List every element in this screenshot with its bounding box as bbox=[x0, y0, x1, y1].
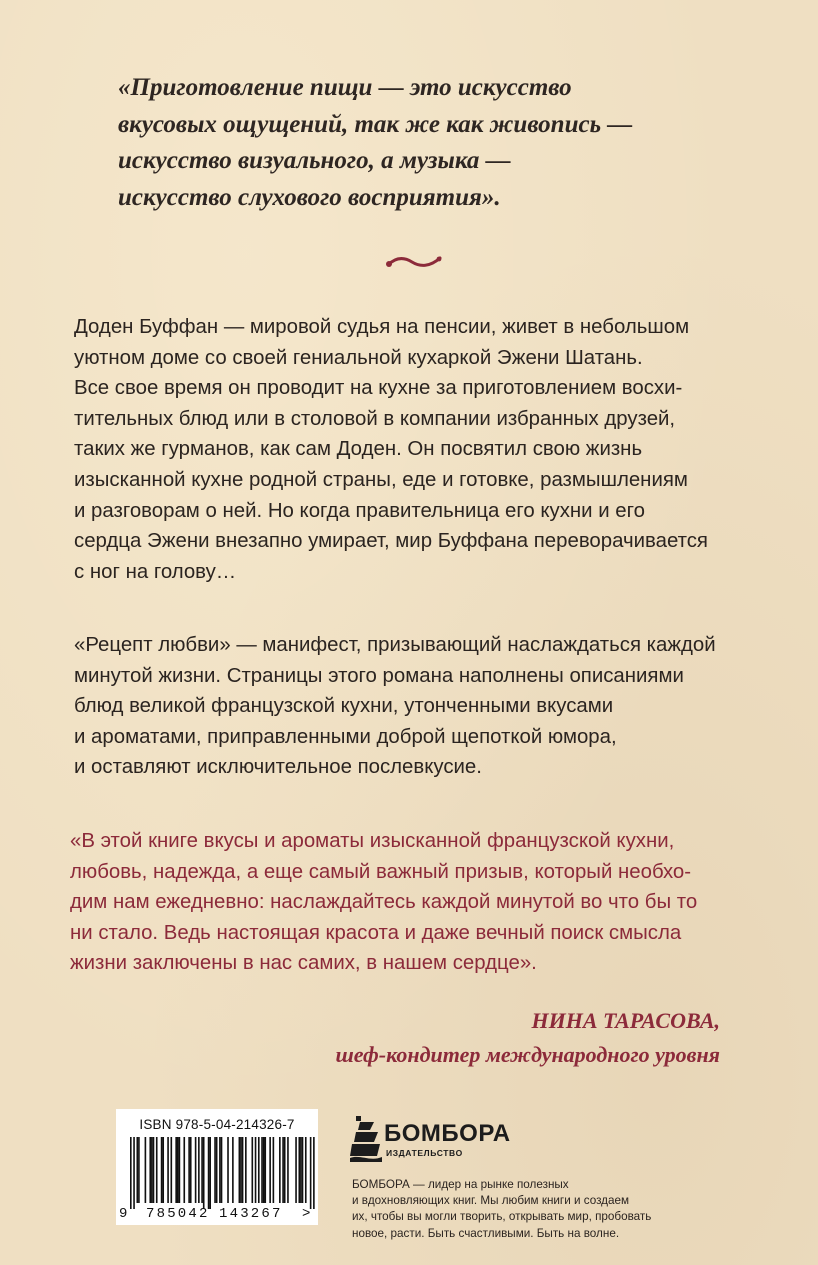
barcode-bar bbox=[188, 1137, 190, 1203]
publisher-line: их, чтобы вы могли творить, открывать мир, пробовать bbox=[352, 1210, 652, 1224]
barcode-bar bbox=[282, 1137, 284, 1203]
barcode-bar bbox=[269, 1137, 271, 1203]
text-line: блюд великой французской кухни, утонченными вкусами bbox=[74, 695, 614, 718]
text-line: таких же гурманов, как сам Доден. Он посвятил свою жизнь bbox=[74, 438, 643, 461]
barcode-first-digit: 9 bbox=[119, 1206, 128, 1222]
text-line: тительных блюд или в столовой в компании избранных друзей, bbox=[74, 407, 676, 430]
quote-line: «В этой книге вкусы и ароматы изысканной французской кухни, bbox=[70, 830, 675, 852]
publisher-name: БОМБОРА bbox=[384, 1120, 511, 1147]
epigraph-line: искусство визуального, а музыка — bbox=[118, 147, 511, 174]
barcode-bar bbox=[216, 1137, 218, 1203]
barcode-bar bbox=[167, 1137, 169, 1203]
review-quote bbox=[70, 826, 750, 979]
publisher-description bbox=[352, 1177, 692, 1242]
barcode-bar bbox=[179, 1137, 181, 1203]
quote-line: жизни заключены в нас самих, в нашем сердце». bbox=[70, 952, 537, 975]
text-line: сердца Эжени внезапно умирает, мир Буффана переворачивается bbox=[74, 530, 708, 553]
review-author: НИНА ТАРАСОВА, bbox=[531, 1008, 720, 1033]
barcode-bar bbox=[245, 1137, 247, 1203]
barcode-bar bbox=[156, 1137, 158, 1203]
barcode-bar bbox=[136, 1137, 138, 1203]
barcode-bar bbox=[195, 1137, 197, 1203]
barcode-bar bbox=[313, 1137, 315, 1209]
barcode-bar bbox=[261, 1137, 263, 1203]
barcode-bar bbox=[162, 1137, 164, 1203]
barcode-bar bbox=[130, 1137, 132, 1209]
barcode-bar bbox=[190, 1137, 192, 1203]
text-line: минутой жизни. Страницы этого романа наполнены описаниями bbox=[74, 664, 684, 687]
barcode-bar bbox=[310, 1137, 312, 1209]
publisher-line: и вдохновляющих книг. Мы любим книги и создаем bbox=[352, 1194, 630, 1208]
flourish-divider-icon bbox=[384, 253, 444, 271]
isbn-number: ISBN 978-5-04-214326-7 bbox=[139, 1117, 295, 1132]
barcode-bar bbox=[239, 1137, 241, 1203]
barcode-bar bbox=[287, 1137, 289, 1203]
barcode-group-1: 785042 bbox=[146, 1206, 210, 1222]
barcode-bar bbox=[232, 1137, 234, 1203]
barcode-bar bbox=[177, 1137, 179, 1203]
barcode-bar bbox=[175, 1137, 177, 1203]
barcode-group-2: 143267 bbox=[219, 1206, 283, 1222]
barcode-bar bbox=[214, 1137, 216, 1203]
text-line: уютном доме со своей гениальной кухаркой Эжени Шатань. bbox=[74, 346, 643, 369]
barcode-bar bbox=[153, 1137, 155, 1203]
barcode-bar bbox=[284, 1137, 286, 1203]
text-line: с ног на голову… bbox=[74, 560, 237, 583]
barcode-bar bbox=[161, 1137, 163, 1203]
barcode-bar bbox=[258, 1137, 260, 1203]
quote-line: дим нам ежедневно: наслаждайтесь каждой минутой во что бы то bbox=[70, 891, 698, 914]
publisher-line: БОМБОРА — лидер на рынке полезных bbox=[352, 1178, 569, 1191]
barcode-bar bbox=[138, 1137, 140, 1203]
barcode-bar bbox=[183, 1137, 185, 1203]
publisher-subtitle: ИЗДАТЕЛЬСТВО bbox=[386, 1148, 463, 1158]
barcode-bar bbox=[255, 1137, 257, 1203]
barcode-bar bbox=[171, 1137, 173, 1203]
text-line: и разговорам о ней. Но когда правительница его кухни и его bbox=[74, 499, 645, 522]
barcode-bar bbox=[279, 1137, 281, 1203]
review-author-title: шеф-кондитер международного уровня bbox=[335, 1042, 720, 1067]
barcode-bar bbox=[203, 1137, 205, 1209]
text-line: и оставляют исключительное послевкусие. bbox=[74, 756, 482, 779]
barcode-bar bbox=[298, 1137, 300, 1203]
barcode-bar bbox=[252, 1137, 254, 1203]
isbn-barcode bbox=[116, 1109, 318, 1225]
barcode-bar bbox=[263, 1137, 265, 1203]
epigraph-line: искусство слухового восприятия». bbox=[118, 183, 501, 211]
review-signature bbox=[335, 1004, 720, 1072]
barcode-bar bbox=[273, 1137, 275, 1203]
text-line: изысканной кухне родной страны, еде и готовке, размышлениям bbox=[74, 468, 688, 491]
barcode-bar bbox=[209, 1137, 211, 1209]
barcode-bar bbox=[145, 1137, 147, 1203]
barcode-bar bbox=[305, 1137, 307, 1203]
text-line: Все свое время он проводит на кухне за приготовлением восхи- bbox=[74, 377, 683, 400]
text-line: «Рецепт любви» — манифест, призывающий наслаждаться каждой bbox=[74, 634, 716, 656]
barcode-bar bbox=[219, 1137, 221, 1203]
barcode-end-mark: > bbox=[302, 1206, 311, 1222]
quote-line: ни стало. Ведь настоящая красота и даже вечный поиск смысла bbox=[70, 921, 682, 944]
barcode-bar bbox=[208, 1137, 210, 1209]
epigraph-line: «Приготовление пищи — это искусство bbox=[118, 74, 572, 101]
barcode-bar bbox=[264, 1137, 266, 1203]
barcode-bar bbox=[295, 1137, 297, 1203]
barcode-bar bbox=[149, 1137, 151, 1203]
description-paragraph-2 bbox=[74, 630, 754, 783]
publisher-line: новое, расти. Быть счастливыми. Быть на волне. bbox=[352, 1226, 620, 1240]
barcode-bar bbox=[133, 1137, 135, 1209]
barcode-bar bbox=[221, 1137, 223, 1203]
barcode-bar bbox=[240, 1137, 242, 1203]
epigraph bbox=[118, 70, 718, 216]
text-line: и ароматами, приправленными доброй щепоткой юмора, bbox=[74, 725, 617, 748]
barcode-bar bbox=[242, 1137, 244, 1203]
barcode-bar bbox=[227, 1137, 229, 1203]
barcode-bar bbox=[198, 1137, 200, 1203]
quote-line: любовь, надежда, а еще самый важный призыв, который необхо- bbox=[70, 860, 692, 883]
text-line: Доден Буффан — мировой судья на пенсии, живет в небольшом bbox=[74, 316, 690, 338]
description-paragraph-1 bbox=[74, 312, 754, 587]
barcode-bar bbox=[201, 1137, 203, 1203]
epigraph-line: вкусовых ощущений, так же как живопись — bbox=[118, 110, 633, 138]
barcode-bar bbox=[302, 1137, 304, 1203]
barcode-bar bbox=[300, 1137, 302, 1203]
barcode-bar bbox=[151, 1137, 153, 1203]
